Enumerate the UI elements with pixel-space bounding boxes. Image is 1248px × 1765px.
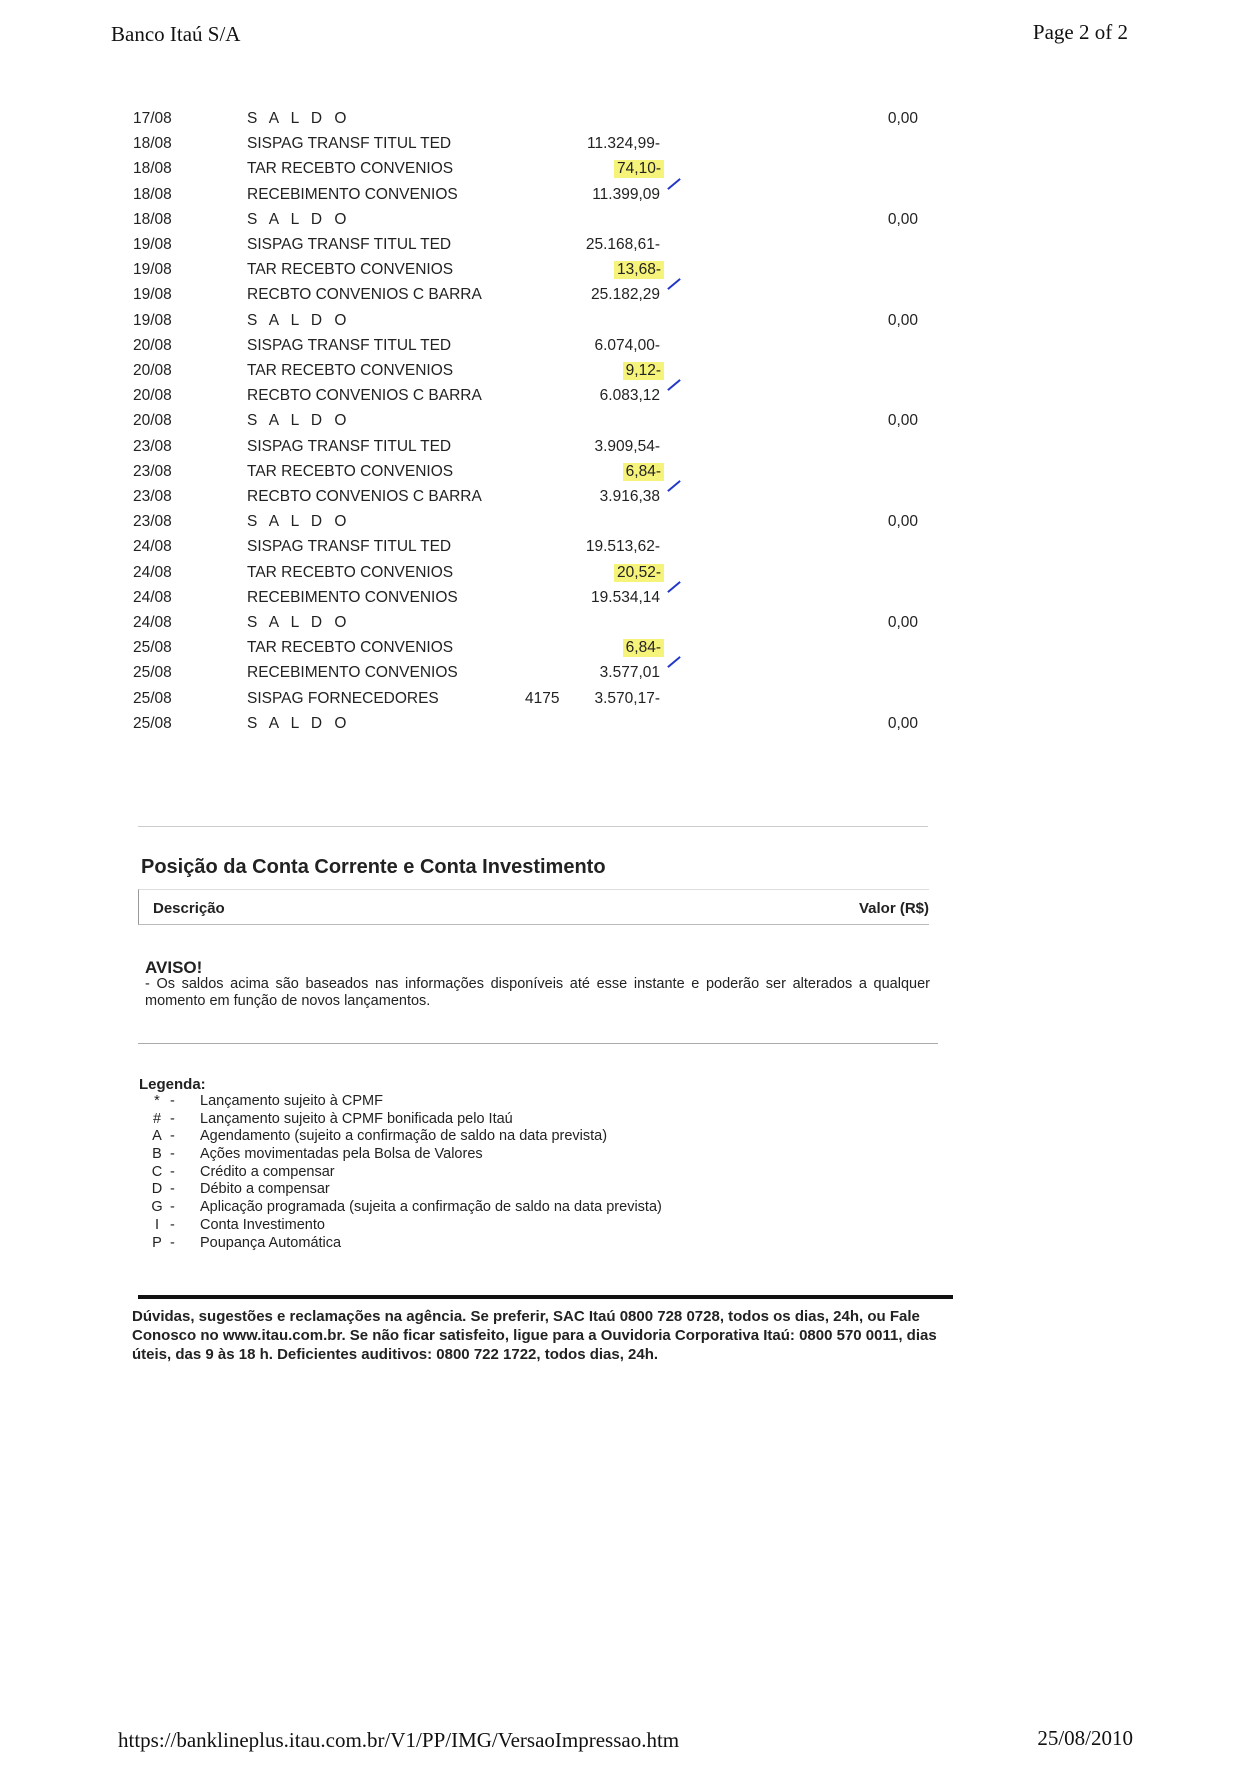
transaction-description: TAR RECEBTO CONVENIOS — [247, 160, 454, 178]
transaction-row — [0, 564, 1248, 589]
transaction-row — [0, 690, 1248, 715]
transaction-balance: 0,00 — [887, 210, 918, 228]
divider — [138, 1043, 938, 1044]
transaction-date: 18/08 — [133, 135, 172, 153]
transaction-row — [0, 513, 1248, 538]
transaction-value: 19.513,62- — [585, 538, 660, 556]
legend-text: Conta Investimento — [200, 1216, 325, 1233]
transaction-date: 24/08 — [133, 538, 172, 556]
transaction-value: 6.083,12 — [599, 387, 660, 405]
transaction-date: 19/08 — [133, 286, 172, 304]
transaction-balance: 0,00 — [887, 714, 918, 732]
transaction-description: RECBTO CONVENIOS C BARRA — [247, 488, 482, 505]
transaction-row — [0, 110, 1248, 135]
transaction-value: 74,10- — [614, 160, 664, 178]
transaction-description: RECEBIMENTO CONVENIOS — [247, 664, 458, 682]
transaction-value: 11.324,99- — [587, 135, 660, 153]
legend-text: Poupança Automática — [200, 1234, 342, 1251]
transaction-row — [0, 261, 1248, 286]
transaction-description: S A L D O — [247, 513, 351, 531]
legend-key: * — [154, 1093, 160, 1109]
transaction-date: 20/08 — [133, 387, 172, 405]
transaction-description: S A L D O — [247, 110, 351, 127]
transaction-row — [0, 639, 1248, 664]
divider — [138, 826, 928, 827]
transaction-value: 6,84- — [623, 639, 664, 657]
legend-title: Legenda: — [139, 1076, 206, 1093]
transaction-value: 6.074,00- — [594, 336, 660, 354]
legend-separator: - — [170, 1093, 175, 1109]
transaction-balance: 0,00 — [887, 513, 918, 531]
transaction-row — [0, 412, 1248, 437]
transaction-value: 13,68- — [614, 261, 664, 279]
transaction-value: 20,52- — [614, 564, 664, 582]
transaction-date: 20/08 — [133, 412, 172, 430]
transaction-balance: 0,00 — [887, 614, 918, 631]
transaction-date: 18/08 — [133, 210, 172, 228]
transaction-row — [0, 538, 1248, 563]
transaction-date: 25/08 — [133, 689, 172, 707]
column-description: Descrição — [153, 900, 225, 917]
transaction-description: SISPAG TRANSF TITUL TED — [247, 437, 452, 455]
column-value: Valor (R$) — [858, 900, 929, 917]
transaction-date: 19/08 — [133, 311, 172, 329]
transaction-date: 23/08 — [133, 462, 172, 480]
transaction-row — [0, 715, 1248, 740]
legend-key: G — [151, 1199, 163, 1216]
transaction-description: S A L D O — [247, 614, 351, 631]
transaction-row — [0, 135, 1248, 160]
legend-text: Crédito a compensar — [200, 1163, 335, 1180]
transaction-description: RECBTO CONVENIOS C BARRA — [247, 286, 482, 304]
transaction-date: 25/08 — [133, 714, 172, 732]
transaction-row — [0, 160, 1248, 185]
legend-key: D — [151, 1181, 163, 1198]
transaction-value: 3.570,17- — [594, 689, 660, 707]
legend-text: Agendamento (sujeito a confirmação de saldo na data prevista) — [200, 1128, 608, 1145]
transaction-row — [0, 286, 1248, 311]
transaction-date: 23/08 — [133, 513, 172, 531]
transaction-description: RECEBIMENTO CONVENIOS — [247, 185, 458, 203]
transaction-date: 23/08 — [133, 488, 172, 505]
transaction-description: SISPAG TRANSF TITUL TED — [247, 538, 452, 556]
transaction-date: 19/08 — [133, 261, 172, 279]
transaction-description: RECEBIMENTO CONVENIOS — [247, 588, 458, 606]
transaction-value: 3.916,38 — [599, 488, 660, 505]
legend-text: Lançamento sujeito à CPMF bonificada pelo Itaú — [200, 1110, 513, 1127]
legend-key: A — [152, 1128, 162, 1145]
transaction-date: 25/08 — [133, 664, 172, 682]
transaction-date: 19/08 — [133, 236, 172, 253]
transaction-row — [0, 211, 1248, 236]
transaction-description: S A L D O — [247, 210, 351, 228]
transaction-value: 6,84- — [623, 463, 664, 481]
transaction-description: RECBTO CONVENIOS C BARRA — [247, 387, 482, 405]
transaction-row — [0, 337, 1248, 362]
legend-key: C — [151, 1163, 163, 1180]
legend-separator: - — [170, 1110, 175, 1127]
transaction-description: S A L D O — [247, 311, 351, 329]
print-date: 25/08/2010 — [1037, 1726, 1133, 1750]
transaction-value: 9,12- — [623, 362, 664, 380]
transaction-date: 18/08 — [133, 160, 172, 178]
transaction-row — [0, 186, 1248, 211]
transaction-row — [0, 589, 1248, 614]
legend-text: Ações movimentadas pela Bolsa de Valores — [200, 1146, 483, 1163]
legend-key: # — [152, 1110, 162, 1127]
transaction-description: TAR RECEBTO CONVENIOS — [247, 639, 454, 657]
legend-text: Lançamento sujeito à CPMF — [200, 1093, 383, 1109]
transaction-row — [0, 362, 1248, 387]
transaction-description: TAR RECEBTO CONVENIOS — [247, 462, 454, 480]
section-title: Posição da Conta Corrente e Conta Investimento — [141, 856, 606, 878]
transaction-row — [0, 387, 1248, 412]
bank-name: Banco Itaú S/A — [111, 22, 241, 46]
transaction-row — [0, 312, 1248, 337]
transaction-date: 25/08 — [133, 639, 172, 657]
legend-separator: - — [170, 1216, 175, 1233]
transaction-description: SISPAG FORNECEDORES — [247, 689, 439, 707]
transaction-description: TAR RECEBTO CONVENIOS — [247, 563, 454, 581]
transaction-description: TAR RECEBTO CONVENIOS — [247, 261, 454, 279]
position-table-header — [138, 889, 929, 925]
transaction-row — [0, 438, 1248, 463]
transaction-date: 18/08 — [133, 185, 172, 203]
legend-separator: - — [170, 1146, 175, 1163]
transaction-value: 19.534,14 — [591, 588, 660, 606]
transaction-description: SISPAG TRANSF TITUL TED — [247, 135, 452, 153]
transaction-date: 20/08 — [133, 362, 172, 379]
transaction-value: 3.909,54- — [594, 437, 660, 455]
transaction-balance: 0,00 — [887, 311, 918, 329]
legend-separator: - — [170, 1234, 175, 1251]
transaction-row — [0, 236, 1248, 261]
legend-key: B — [152, 1146, 162, 1163]
transaction-description: SISPAG TRANSF TITUL TED — [247, 236, 452, 253]
print-url: https://banklineplus.itau.com.br/V1/PP/IMG/VersaoImpressao.htm — [118, 1728, 680, 1752]
legend-separator: - — [170, 1181, 175, 1198]
legend-key: I — [154, 1216, 160, 1233]
transaction-date: 24/08 — [133, 588, 172, 606]
aviso-title: AVISO! — [145, 958, 203, 977]
transaction-value: 3.577,01 — [599, 664, 660, 682]
transaction-row — [0, 614, 1248, 639]
legend-separator: - — [170, 1199, 175, 1216]
transaction-value: 25.168,61- — [585, 236, 660, 253]
transaction-description: S A L D O — [247, 714, 351, 732]
page-number: Page 2 of 2 — [1032, 20, 1128, 44]
transaction-date: 24/08 — [133, 614, 172, 631]
transaction-date: 23/08 — [133, 437, 172, 455]
transaction-description: TAR RECEBTO CONVENIOS — [247, 362, 454, 379]
transaction-balance: 0,00 — [887, 110, 918, 127]
transaction-row — [0, 463, 1248, 488]
transaction-description: SISPAG TRANSF TITUL TED — [247, 336, 452, 354]
legend-separator: - — [170, 1128, 175, 1145]
aviso-text: - Os saldos acima são baseados nas informações disponíveis até esse instante e poderão ser alterados a qualquer momento em função de novos lançamentos. — [145, 976, 930, 1009]
legend-text: Aplicação programada (sujeita a confirmação de saldo na data prevista) — [200, 1199, 662, 1216]
transaction-date: 17/08 — [133, 110, 172, 127]
transaction-description: S A L D O — [247, 412, 351, 430]
transaction-date: 20/08 — [133, 336, 172, 354]
transaction-balance: 0,00 — [887, 412, 918, 430]
footer-contact-text: Dúvidas, sugestões e reclamações na agência. Se preferir, SAC Itaú 0800 728 0728, todos os dias, 24h, ou Fale Conosco no www.itau.com.br. Se não ficar satisfeito, ligue para a Ouvidoria Corporativa Itaú: 0800 570 0011, dias úteis, das 9 às 18 h. Deficientes auditivos: 0800 722 1722, todos dias, 24h. — [132, 1308, 937, 1363]
legend-separator: - — [170, 1163, 175, 1180]
legend-text: Débito a compensar — [200, 1181, 330, 1198]
footer-divider — [138, 1295, 953, 1299]
transaction-row — [0, 664, 1248, 689]
transaction-value: 11.399,09 — [592, 185, 660, 203]
transaction-document: 4175 — [525, 689, 560, 707]
legend-key: P — [152, 1234, 162, 1251]
transaction-date: 24/08 — [133, 563, 172, 581]
transaction-value: 25.182,29 — [591, 286, 660, 304]
transaction-row — [0, 488, 1248, 513]
